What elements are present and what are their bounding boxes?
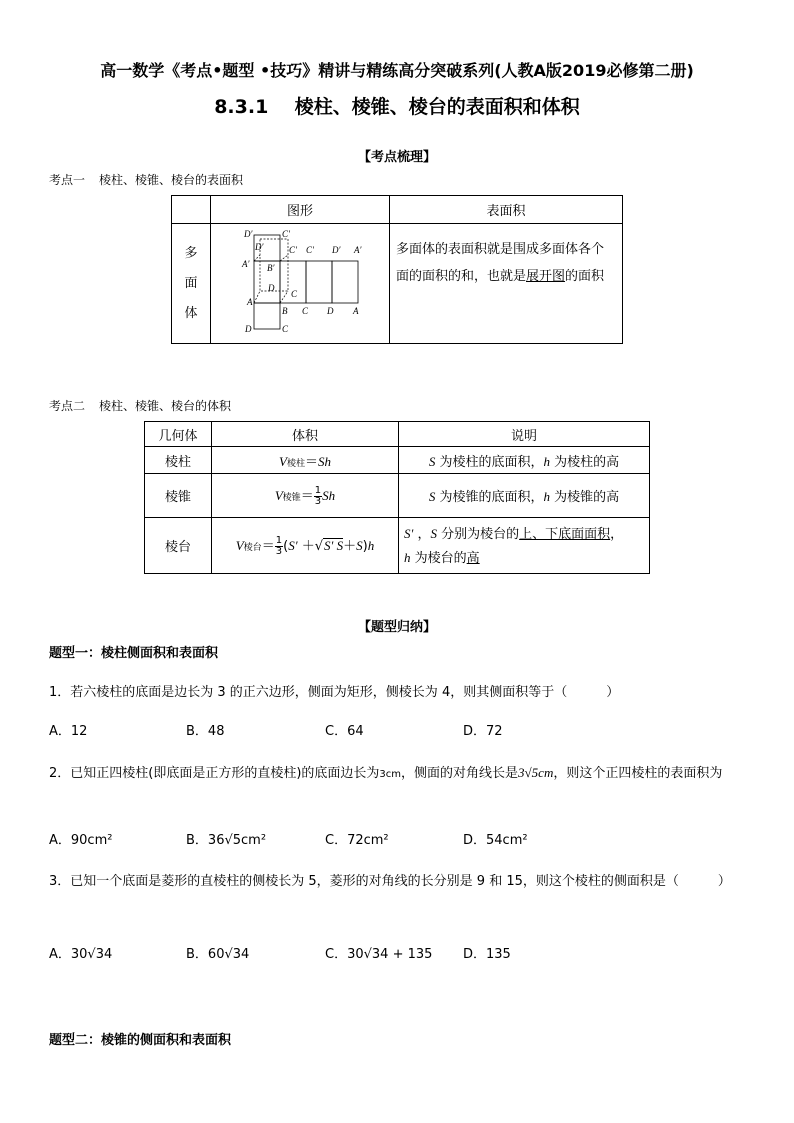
net-term: 展开图 [526,269,566,284]
volume-formula: V棱柱＝Sh [212,447,399,474]
option-d[interactable]: D．54cm² [463,833,528,848]
option-d[interactable]: D．135 [463,947,511,962]
section-heading-tixing: 【题型归纳】 [357,620,436,635]
volume-formula: V棱锥＝ $\frac{1}{3}$ Sh [212,474,399,518]
type2-title: 题型二：棱锥的侧面积和表面积 [49,1033,232,1048]
svg-text:D: D [327,305,334,316]
col-figure-header: 图形 [211,196,390,224]
question-1: 1．若六棱柱的底面是边长为 3 的正六边形，侧面为矩形，侧棱长为 4，则其侧面积等于（ ） [49,685,620,700]
header-explanation: 说明 [399,422,650,447]
svg-text:C′: C′ [282,228,290,239]
question-3: 3．已知一个底面是菱形的直棱柱的侧棱长为 5，菱形的对角线的长分别是 9 和 15，则这个棱柱的侧面积是（ ） [49,874,731,889]
question-2: 2．已知正四棱柱(即底面是正方形的直棱柱)的底面边长为3cm，侧面的对角线长是3√5cm，则这个正四棱柱的表面积为 [49,765,723,781]
header-solid: 几何体 [145,422,212,447]
kaodian-1-label: 考点一 [49,173,86,187]
type1-title: 题型一：棱柱侧面积和表面积 [49,646,219,661]
svg-text:D: D [268,282,275,293]
kaodian-1 [49,171,257,188]
svg-text:C′: C′ [306,244,314,255]
svg-text:D: D [245,323,252,334]
svg-text:A: A [353,305,359,316]
svg-text:B′: B′ [267,262,275,273]
svg-text:C: C [291,288,298,299]
prism-net-diagram [211,225,389,343]
option-b[interactable]: B．48 [186,724,225,739]
prism-net-figure [211,224,390,344]
svg-text:C: C [302,305,309,316]
surface-area-table [171,195,623,344]
option-b[interactable]: B．36√5cm² [186,833,267,848]
table-row [145,447,650,474]
svg-text:A′: A′ [242,258,250,269]
option-d[interactable]: D．72 [463,724,503,739]
svg-text:A: A [247,296,253,307]
volume-table [144,421,650,574]
lesson-number: 8.3.1 [214,96,269,118]
option-b[interactable]: B．60√34 [186,947,250,962]
kaodian-1-text: 棱柱、棱锥、棱台的表面积 [99,173,244,187]
svg-text:D′: D′ [255,241,264,252]
svg-text:D′: D′ [332,244,341,255]
header-volume: 体积 [212,422,399,447]
surface-area-description: 多面体的表面积就是围成多面体各个面的面积的和，也就是展开图的面积 [390,224,623,344]
option-a[interactable]: A．90cm² [49,833,113,848]
table-row [145,474,650,518]
formula-note: S′ ，S 分别为棱台的上、下底面面积， h 为棱台的高 [399,518,650,574]
kaodian-2-text: 棱柱、棱锥、棱台的体积 [99,399,232,413]
option-a[interactable]: A．12 [49,724,88,739]
kaodian-2-label: 考点二 [49,399,86,413]
series-title: 高一数学《考点•题型 •技巧》精讲与精练高分突破系列(人教A版2019必修第二册) [100,61,694,80]
option-c[interactable]: C．64 [325,724,364,739]
col-area-header: 表面积 [390,196,623,224]
svg-text:B: B [282,305,288,316]
solid-name: 棱台 [145,518,212,574]
option-c[interactable]: C．72cm² [325,833,389,848]
solid-name: 棱柱 [145,447,212,474]
formula-note: S 为棱锥的底面积，h 为棱锥的高 [399,474,650,518]
formula-note: S 为棱柱的底面积，h 为棱柱的高 [399,447,650,474]
section-heading-kaodian: 【考点梳理】 [357,150,436,165]
row-label-polyhedron: 多 面 体 [172,224,211,344]
svg-text:C′: C′ [289,244,297,255]
table-row [145,518,650,574]
kaodian-2 [49,397,245,414]
solid-name: 棱锥 [145,474,212,518]
lesson-name: 棱柱、棱锥、棱台的表面积和体积 [294,96,580,118]
lesson-title [0,92,794,119]
svg-text:C: C [282,323,289,334]
svg-text:A′: A′ [354,244,362,255]
option-c[interactable]: C．30√34 + 135 [325,947,433,962]
svg-text:D′: D′ [244,228,253,239]
volume-formula: V棱台＝ $\frac{1}{3}$ (S′ ＋√S′ S＋S)h [212,518,399,574]
option-a[interactable]: A．30√34 [49,947,113,962]
